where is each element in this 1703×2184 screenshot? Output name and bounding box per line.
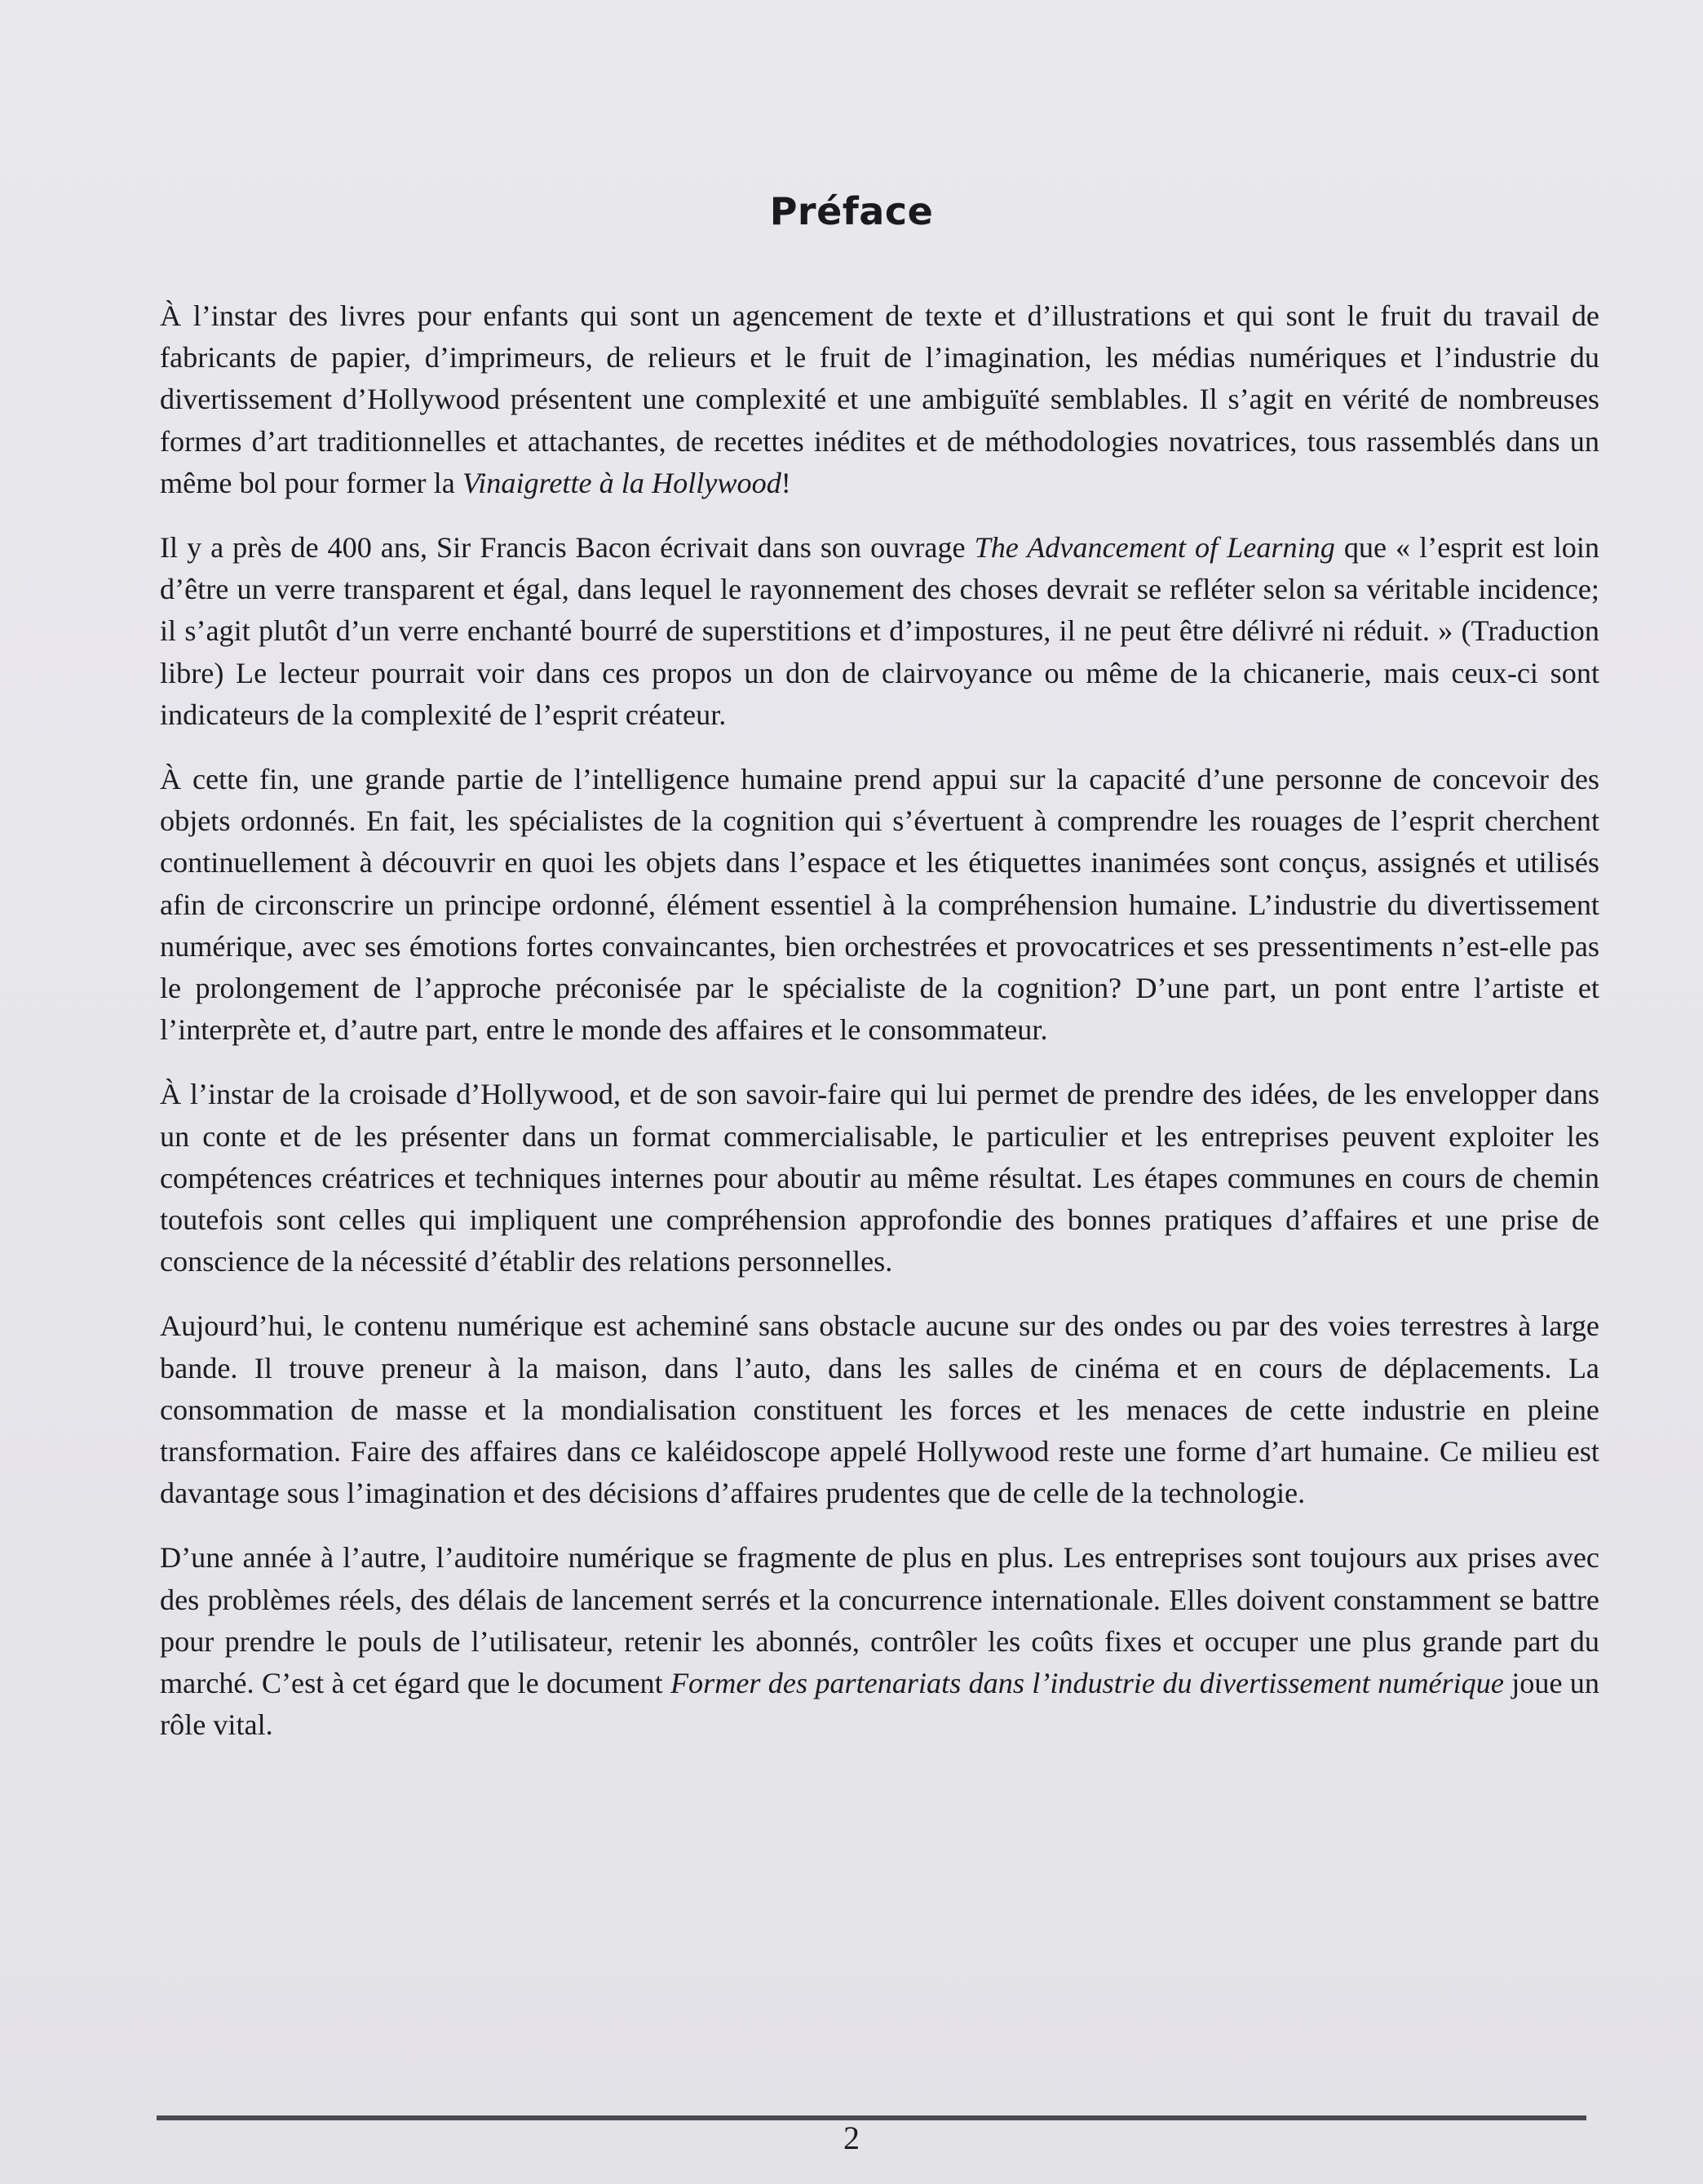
italic-title: Vinaigrette à la Hollywood	[462, 466, 781, 499]
italic-title: Former des partenariats dans l’industrie du divertissement numérique	[670, 1667, 1504, 1700]
italic-title: The Advancement of Learning	[974, 531, 1335, 565]
paragraph-4: À l’instar de la croisade d’Hollywood, et de son savoir-faire qui lui permet de prendre des idées, de les envelopper dans un conte et de les présenter dans un format commercialisable, le particulier et les entreprises peuvent exploiter les compétences créatrices et techniques internes pour aboutir au même résultat. Les étapes communes en cours de chemin toutefois sont celles qui impliquent une compréhension approfondie des bonnes pratiques d’affaires et une prise de conscience de la nécessité d’établir des relations personnelles.	[160, 1078, 1599, 1278]
paragraph-6: D’une année à l’autre, l’auditoire numérique se fragmente de plus en plus. Les entreprises sont toujours aux prises avec des problèmes réels, des délais de lancement serrés et la concurrence internationale. Elles doivent constamment se battre pour prendre le pouls de l’utilisateur, retenir les abonnés, contrôler les coûts fixes et occuper une plus grande part du marché. C’est à cet égard que le document Former des partenariats dans l’industrie du divertissement numérique joue un rôle vital.	[160, 1541, 1599, 1742]
paragraph-2: Il y a près de 400 ans, Sir Francis Bacon écrivait dans son ouvrage The Advancement of Learning que « l’esprit est loin d’être un verre transparent et égal, dans lequel le rayonnement des choses devrait se refléter selon sa véritable incidence; il s’agit plutôt d’un verre enchanté bourré de superstitions et d’impostures, il ne peut être délivré ni réduit. » (Traduction libre) Le lecteur pourrait voir dans ces propos un don de clairvoyance ou même de la chicanerie, mais ceux-ci sont indicateurs de la complexité de l’esprit créateur.	[160, 531, 1600, 731]
paragraph-1: À l’instar des livres pour enfants qui sont un agencement de texte et d’illustrations et qui sont le fruit du travail de fabricants de papier, d’imprimeurs, de relieurs et le fruit de l’imagination, les médias numériques et l’industrie du divertissement d’Hollywood présentent une complexité et une ambiguïté semblables. Il s’agit en vérité de nombreuses formes d’art traditionnelles et attachantes, de recettes inédites et de méthodologies novatrices, tous rassemblés dans un même bol pour former la Vinaigrette à la Hollywood!	[160, 299, 1599, 499]
preface-body	[160, 295, 1599, 1770]
page-number: 2	[843, 2120, 860, 2156]
page-title: Préface	[769, 189, 934, 233]
paragraph-3: À cette fin, une grande partie de l’intelligence humaine prend appui sur la capacité d’une personne de concevoir des objets ordonnés. En fait, les spécialistes de la cognition qui s’évertuent à comprendre les rouages de l’esprit cherchent continuellement à découvrir en quoi les objets dans l’espace et les étiquettes inanimées sont conçus, assignés et utilisés afin de circonscrire un principe ordonné, élément essentiel à la compréhension humaine. L’industrie du divertissement numérique, avec ses émotions fortes convaincantes, bien orchestrées et provocatrices et ses pressentiments n’est-elle pas le prolongement de l’approche préconisée par le spécialiste de la cognition? D’une part, un pont entre l’artiste et l’interprète et, d’autre part, entre le monde des affaires et le consommateur.	[160, 763, 1599, 1047]
paragraph-5: Aujourd’hui, le contenu numérique est acheminé sans obstacle aucune sur des ondes ou par des voies terrestres à large bande. Il trouve preneur à la maison, dans l’auto, dans les salles de cinéma et en cours de déplacements. La consommation de masse et la mondialisation constituent les forces et les menaces de cette industrie en pleine transformation. Faire des affaires dans ce kaléidoscope appelé Hollywood reste une forme d’art humaine. Ce milieu est davantage sous l’imagination et des décisions d’affaires prudentes que de celle de la technologie.	[160, 1309, 1599, 1510]
